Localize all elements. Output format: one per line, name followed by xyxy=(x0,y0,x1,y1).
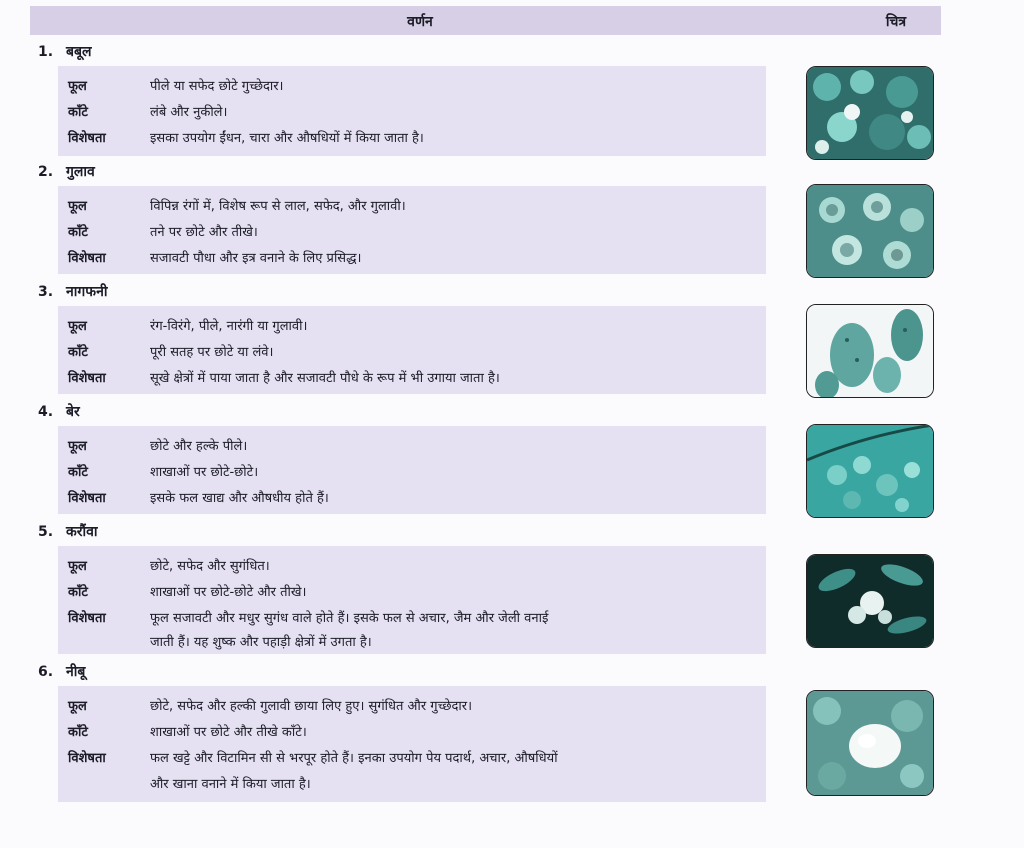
flower-value: छोटे और हल्के पीले। xyxy=(150,439,248,454)
feature-value: इसके फल खाद्य और औषधीय होते हैं। xyxy=(150,491,329,506)
thorns-value: पूरी सतह पर छोटे या लंवे। xyxy=(150,345,274,360)
flower-value: छोटे, सफेद और सुगंधित। xyxy=(150,559,270,574)
entry-title xyxy=(38,402,80,421)
table-header xyxy=(30,6,941,35)
entry-title xyxy=(38,162,95,181)
thorns-value: शाखाओं पर छोटे-छोटे। xyxy=(150,465,259,480)
flower-label: फूल xyxy=(68,559,87,574)
flower-label: फूल xyxy=(68,199,87,214)
thorns-label: काँटे xyxy=(68,585,88,600)
lemon-photo xyxy=(806,690,934,796)
entry-title xyxy=(38,662,85,681)
ber-photo xyxy=(806,424,934,518)
entry-details xyxy=(58,426,766,514)
plant-name: नागफनी xyxy=(66,284,108,300)
thorns-value: शाखाओं पर छोटे और तीखे काँटे। xyxy=(150,725,307,740)
entry-title xyxy=(38,282,107,301)
thorns-value: लंबे और नुकीले। xyxy=(150,105,228,120)
rose-photo xyxy=(806,184,934,278)
flower-value: छोटे, सफेद और हल्की गुलावी छाया लिए हुए। सुगंधित और गुच्छेदार। xyxy=(150,699,473,714)
flower-label: फूल xyxy=(68,699,87,714)
babool-photo xyxy=(806,66,934,160)
feature-label: विशेषता xyxy=(68,751,106,766)
entry-details xyxy=(58,186,766,274)
entry-title xyxy=(38,42,91,61)
entry-number: 5. xyxy=(38,524,54,540)
entry-number: 6. xyxy=(38,664,54,680)
thorns-label: काँटे xyxy=(68,105,88,120)
thorns-label: काँटे xyxy=(68,345,88,360)
feature-value: फल खट्टे और विटामिन सी से भरपूर होते हैं। इनका उपयोग पेय पदार्थ, अचार, औषधियों xyxy=(150,751,558,766)
feature-label: विशेषता xyxy=(68,491,106,506)
picture-heading: चित्र xyxy=(885,14,907,30)
feature-value: सजावटी पौधा और इत्र वनाने के लिए प्रसिद्ध। xyxy=(150,251,362,266)
description-heading: वर्णन xyxy=(407,14,433,30)
flower-label: फूल xyxy=(68,319,87,334)
plant-name: नीबू xyxy=(66,664,86,680)
cactus-photo xyxy=(806,304,934,398)
entry-details xyxy=(58,66,766,156)
thorns-value: शाखाओं पर छोटे-छोटे और तीखे। xyxy=(150,585,307,600)
flower-label: फूल xyxy=(68,439,87,454)
feature-value: इसका उपयोग ईंधन, चारा और औषधियों में किया जाता है। xyxy=(150,131,424,146)
thorns-value: तने पर छोटे और तीखे। xyxy=(150,225,258,240)
feature-value: फूल सजावटी और मधुर सुगंध वाले होते हैं। इसके फल से अचार, जैम और जेली वनाई xyxy=(150,611,549,626)
karonda-photo xyxy=(806,554,934,648)
thorns-label: काँटे xyxy=(68,465,88,480)
feature-value-continued: जाती हैं। यह शुष्क और पहाड़ी क्षेत्रों में उगता है। xyxy=(150,635,372,650)
flower-label: फूल xyxy=(68,79,87,94)
entry-title xyxy=(38,522,98,541)
plant-name: बेर xyxy=(66,404,80,420)
plant-name: करौंवा xyxy=(66,524,98,540)
plant-name: गुलाव xyxy=(66,164,95,180)
entry-details xyxy=(58,546,766,654)
entry-details xyxy=(58,686,766,802)
entry-number: 4. xyxy=(38,404,54,420)
feature-label: विशेषता xyxy=(68,131,106,146)
entry-details xyxy=(58,306,766,394)
feature-value-continued: और खाना वनाने में किया जाता है। xyxy=(150,777,311,792)
entry-number: 3. xyxy=(38,284,54,300)
feature-label: विशेषता xyxy=(68,251,106,266)
thorns-label: काँटे xyxy=(68,725,88,740)
flower-value: रंग-विरंगे, पीले, नारंगी या गुलावी। xyxy=(150,319,308,334)
feature-label: विशेषता xyxy=(68,611,106,626)
flower-value: पीले या सफेद छोटे गुच्छेदार। xyxy=(150,79,284,94)
entry-number: 1. xyxy=(38,44,54,60)
flower-value: विपिन्न रंगों में, विशेष रूप से लाल, सफेद, और गुलावी। xyxy=(150,199,406,214)
thorns-label: काँटे xyxy=(68,225,88,240)
feature-value: सूखे क्षेत्रों में पाया जाता है और सजावटी पौधे के रूप में भी उगाया जाता है। xyxy=(150,371,500,386)
entry-number: 2. xyxy=(38,164,54,180)
plant-name: बबूल xyxy=(66,44,92,60)
feature-label: विशेषता xyxy=(68,371,106,386)
